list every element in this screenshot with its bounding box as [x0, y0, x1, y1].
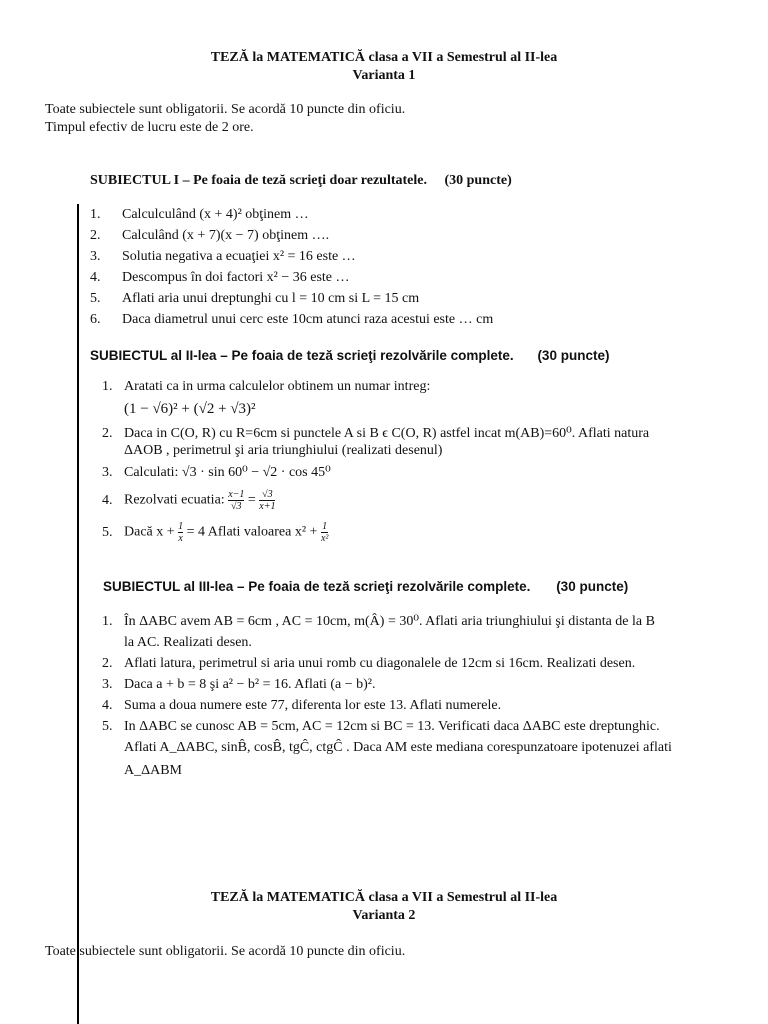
page-title: TEZĂ la MATEMATICĂ clasa a VII a Semestrul al II-lea	[210, 890, 558, 905]
list-item: 2. Aflati latura, perimetrul si aria unui romb cu diagonalele de 12cm si 16cm. Realizati desen.	[102, 656, 636, 671]
fraction: $\frac{√3}{x+1}$	[259, 489, 276, 512]
fraction: $\frac{1}{\text{x²}}$	[320, 521, 329, 544]
subject-heading-text: SUBIECTUL al II-lea – Pe foaia de teză scrieţi rezolvările complete.	[90, 348, 514, 363]
list-item: 3. Calculati: √3 · sin 60⁰ − √2 · cos 45⁰	[102, 465, 331, 480]
fraction: $\frac{x-1}{√3}$	[228, 489, 245, 512]
subject-heading-text: SUBIECTUL al III-lea – Pe foaia de teză scrieţi rezolvările complete.	[103, 579, 531, 594]
formula: (1 − √6)² + (√2 + √3)²	[124, 401, 256, 417]
list-item: 5. In ΔABC se cunosc AB = 5cm, AC = 12cm si BC = 13. Verificati daca ΔABC este dreptunghic.	[102, 719, 660, 734]
list-item-continuation: ΔAOB , perimetrul şi aria triunghiului (realizati desenul)	[124, 443, 443, 458]
intro-line: Toate subiectele sunt obligatorii. Se acordă 10 puncte din oficiu.	[45, 102, 406, 117]
list-item: 4. Suma a doua numere este 77, diferenta lor este 13. Aflati numerele.	[102, 698, 502, 713]
fraction: $\frac{1}{x}$	[178, 521, 184, 544]
list-item: 2. Calculând (x + 7)(x − 7) obţinem ….	[90, 228, 330, 243]
subject-points: (30 puncte)	[556, 579, 629, 594]
list-item: 4. Rezolvati ecuatia: $\frac{x-1}{√3}$ = $\frac{√3}{x+1}$	[102, 489, 276, 512]
list-item: 5. Dacă x + $\frac{1}{x}$ = 4 Aflati valoarea x² + $\frac{1}{\text{x²}}$	[102, 521, 329, 544]
variant-label: Varianta 2	[352, 908, 416, 923]
subject-heading-text: SUBIECTUL I – Pe foaia de teză scrieţi doar rezultatele.	[90, 173, 427, 188]
subject-points: (30 puncte)	[444, 173, 512, 188]
list-item: 3. Solutia negativa a ecuaţiei x² = 16 este …	[90, 249, 356, 264]
subject-heading	[90, 173, 512, 189]
intro-line: Toate subiectele sunt obligatorii. Se acordă 10 puncte din oficiu.	[45, 944, 406, 959]
list-item: 2. Daca in C(O, R) cu R=6cm si punctele A si B ϵ C(O, R) astfel incat m(AB)=60⁰. Aflati natura	[102, 426, 650, 441]
subject-heading	[90, 348, 609, 363]
list-item: 1. În ΔABC avem AB = 6cm , AC = 10cm, m(Â) = 30⁰. Aflati aria triunghiului şi distanta de la B	[102, 614, 655, 629]
list-item: 3. Daca a + b = 8 şi a² − b² = 16. Aflati (a − b)².	[102, 677, 376, 692]
subject-heading	[103, 579, 628, 594]
subject-points: (30 puncte)	[537, 348, 610, 363]
list-item: 5. Aflati aria unui dreptunghi cu l = 10 cm si L = 15 cm	[90, 291, 420, 306]
list-item-continuation: Aflati A_ΔABC, sinB̂, cosB̂, tgĈ, ctgĈ . Daca AM este mediana corespunzatoare ipotenuzei aflati	[124, 740, 672, 755]
intro-line: Timpul efectiv de lucru este de 2 ore.	[45, 120, 254, 135]
list-item-continuation: A_ΔABM	[124, 763, 183, 778]
list-item: 6. Daca diametrul unui cerc este 10cm atunci raza acestui este … cm	[90, 312, 494, 327]
list-item: 4. Descompus în doi factori x² − 36 este …	[90, 270, 350, 285]
list-item-continuation: la AC. Realizati desen.	[124, 635, 252, 650]
variant-label: Varianta 1	[352, 68, 416, 83]
list-item: 1. Calculculând (x + 4)² obţinem …	[90, 207, 309, 222]
list-item: 1. Aratati ca in urma calculelor obtinem un numar intreg:	[102, 379, 431, 394]
page-title: TEZĂ la MATEMATICĂ clasa a VII a Semestrul al II-lea	[210, 50, 558, 65]
